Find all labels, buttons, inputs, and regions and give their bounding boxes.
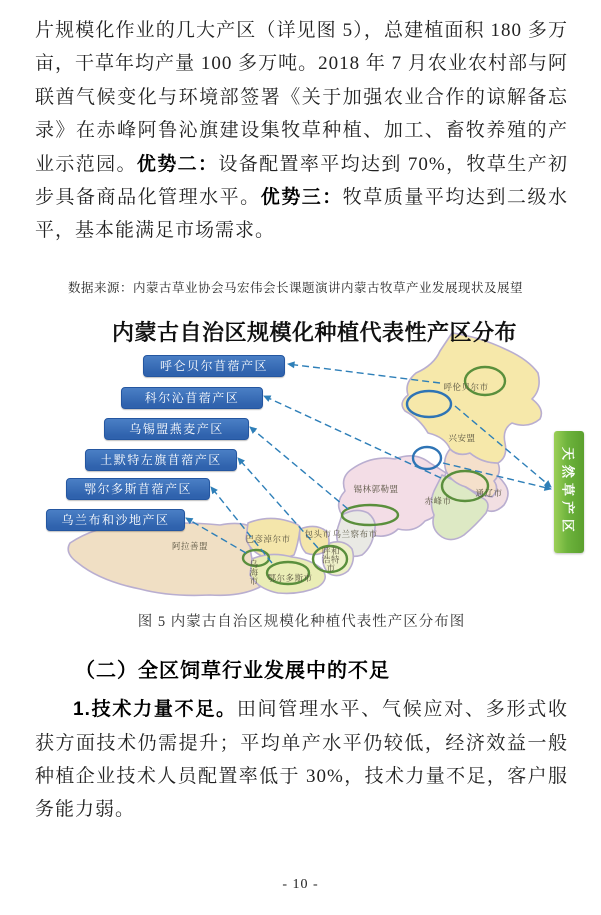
city-eerduosi: 鄂尔多斯市 <box>267 572 313 583</box>
page-number: - 10 - <box>282 877 319 892</box>
natural-grass-banner-label: 天然草产区 <box>560 446 576 537</box>
city-xinganmeng: 兴安盟 <box>448 432 476 443</box>
section-heading: （二）全区饲草行业发展中的不足 <box>75 659 390 682</box>
region-hulunbeier <box>402 333 541 463</box>
paragraph-1 <box>35 14 568 248</box>
figure-map <box>0 306 601 606</box>
map-label-tumotezuoqi-alfalfa: 土默特左旗苜蓿产区 <box>85 449 237 471</box>
paragraph-1-text-3: 牧草质量平均达到二级水平，基本能满足市场需求。 <box>35 187 568 242</box>
city-wulanchabu: 乌兰察布市 <box>332 528 378 539</box>
paragraph-2 <box>35 693 568 827</box>
arrow-to-label-3 <box>250 427 348 509</box>
map-label-wulanbuhe-sandy: 乌兰布和沙地产区 <box>46 509 185 531</box>
advantage-2-label: 优势二： <box>136 153 219 175</box>
advantage-3-label: 优势三： <box>260 187 343 209</box>
paragraph-2-text: 田间管理水平、气候应对、多形式收获方面技术仍需提升；平均单产水平仍较低，经济效益一般种植企业技术人员配置率低于 30%，技术力量不足，客户服务能力弱。 <box>35 699 568 821</box>
region-alashan <box>68 523 260 595</box>
paragraph-1-text: 片规模化作业的几大产区（详见图 5），总建植面积 180 多万亩，干草年均产量 100 多万吨。2018 年 7 月农业农村部与阿联酋气候变化与环境部签署《关于加强农业合作的谅解备忘录》在赤峰阿鲁沁旗建设集牧草种植、加工、畜牧养殖的产业示范园。 <box>35 20 568 175</box>
figure-caption: 图 5 内蒙古自治区规模化种植代表性产区分布图 <box>137 613 466 630</box>
city-baotou: 包头市 <box>304 528 332 539</box>
city-hulunbeier: 呼伦贝尔市 <box>443 381 489 392</box>
city-tongliao: 通辽市 <box>475 487 503 498</box>
city-alashan: 阿拉善盟 <box>171 540 209 551</box>
map-label-keerqin-alfalfa: 科尔沁苜蓿产区 <box>121 387 263 409</box>
paragraph-2-lead: 1.技术力量不足。 <box>73 699 237 721</box>
city-wuhai: 乌海市 <box>249 558 259 586</box>
natural-grass-banner <box>554 431 584 553</box>
city-chifeng: 赤峰市 <box>424 495 452 506</box>
map-label-wuximeng-oats: 乌锡盟燕麦产区 <box>104 418 249 440</box>
map-label-eerduosi-alfalfa: 鄂尔多斯苜蓿产区 <box>66 478 210 500</box>
figure-title: 内蒙古自治区规模化种植代表性产区分布 <box>112 319 518 345</box>
city-huhehaote: 呼和浩特市 <box>321 545 341 573</box>
city-bayannaoer: 巴彦淖尔市 <box>245 533 291 544</box>
map-label-hulunbeier-alfalfa: 呼仑贝尔苜蓿产区 <box>143 355 285 377</box>
data-source-note: 数据来源：内蒙古草业协会马宏伟会长课题演讲内蒙古牧草产业发展现状及展望 <box>68 280 524 295</box>
city-xilinguole: 锡林郭勒盟 <box>353 483 399 494</box>
paragraph-1-text-2: 设备配置率平均达到 70%，牧草生产初步具备商品化管理水平。 <box>35 153 568 209</box>
